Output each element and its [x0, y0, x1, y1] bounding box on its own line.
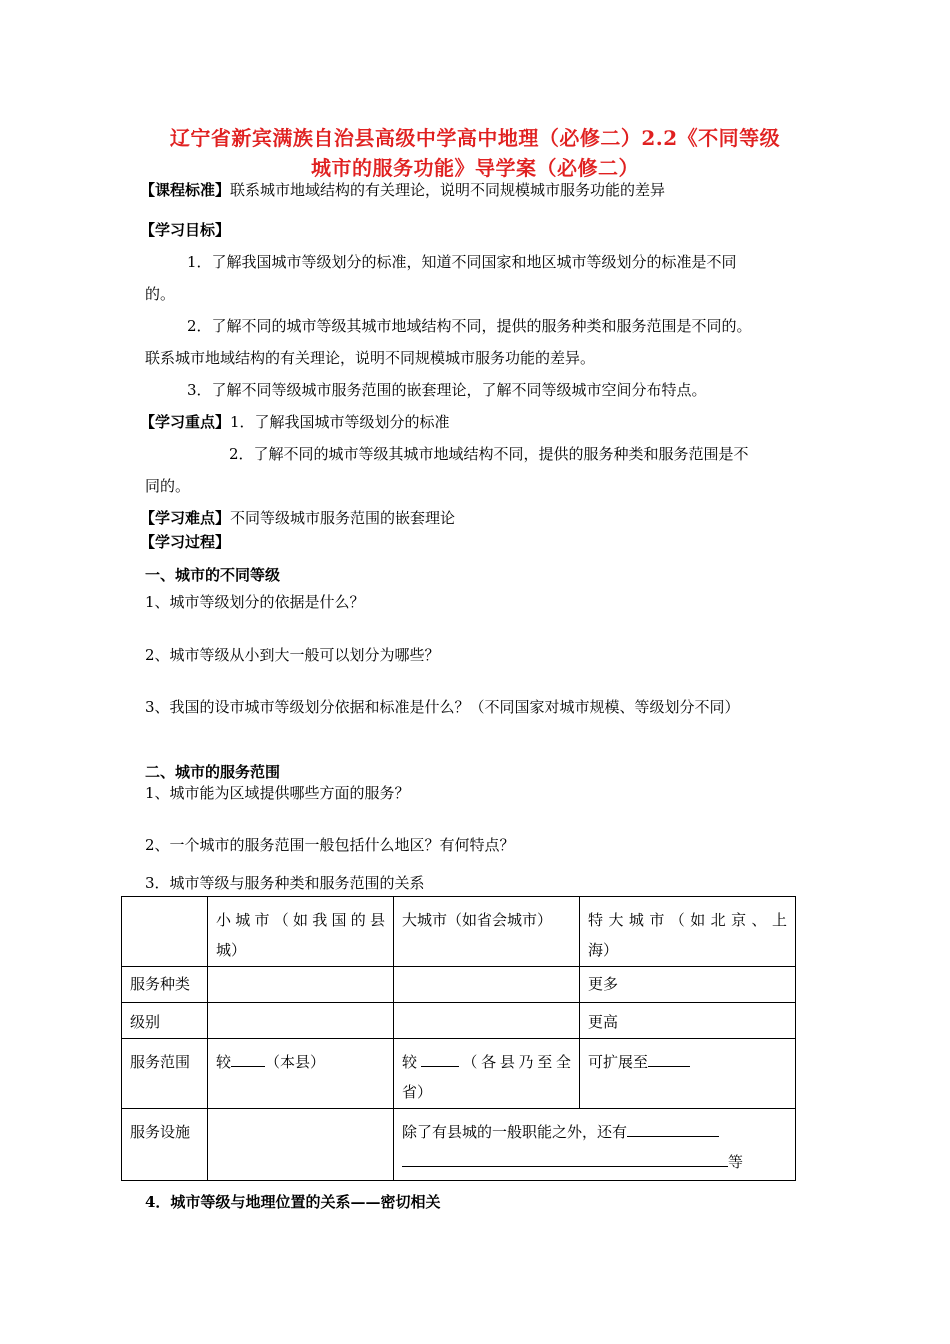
header-small-city: [208, 897, 394, 967]
table-header-row: [122, 897, 796, 967]
section-2-question-3: 3．城市等级与服务种类和服务范围的关系: [145, 874, 425, 892]
section-1-heading: 一、城市的不同等级: [145, 566, 281, 584]
fill-blank[interactable]: [421, 1051, 459, 1067]
range-big-suffix-2: 省）: [402, 1083, 433, 1101]
cell-facilities-small: [208, 1109, 394, 1181]
cell-service-type-big: [394, 967, 580, 1003]
fill-blank[interactable]: [231, 1051, 265, 1067]
cell-service-type-mega: 更多: [580, 967, 796, 1003]
table-row-facilities: [122, 1109, 796, 1181]
table-corner-cell: [122, 897, 208, 967]
course-standard: [140, 180, 665, 200]
cell-service-range-big: [394, 1039, 580, 1109]
objectives-label: 【学习目标】: [140, 221, 231, 239]
header-small-city-line-2: 城）: [216, 941, 247, 959]
range-mega-prefix: 可扩展至: [588, 1053, 649, 1071]
difficulty-text: 不同等级城市服务范围的嵌套理论: [230, 509, 456, 527]
objective-2-line-2: 联系城市地域结构的有关理论，说明不同规模城市服务功能的差异。: [145, 349, 596, 367]
cell-facilities-big-mega: [394, 1109, 796, 1181]
cell-level-small: [208, 1003, 394, 1039]
header-mega-city-line-2: 海）: [588, 941, 619, 959]
fill-blank[interactable]: [402, 1151, 728, 1167]
section-1-question-2: 2、城市等级从小到大一般可以划分为哪些？: [145, 646, 440, 664]
course-standard-label: 【课程标准】: [140, 181, 231, 199]
range-small-prefix: 较: [216, 1053, 232, 1071]
process-label: 【学习过程】: [140, 533, 231, 551]
document-title-line-2: 城市的服务功能》导学案（必修二）: [311, 156, 639, 180]
key-point-1: 1．了解我国城市等级划分的标准: [230, 413, 450, 431]
course-standard-text: 联系城市地域结构的有关理论，说明不同规模城市服务功能的差异: [230, 181, 666, 199]
cell-level-big: [394, 1003, 580, 1039]
objective-2-line-1: 2．了解不同的城市等级其城市地域结构不同，提供的服务种类和服务范围是不同的。: [187, 317, 752, 335]
header-mega-city-line-1: 特大城市（如北京、上: [588, 911, 787, 929]
fill-blank[interactable]: [648, 1051, 690, 1067]
cell-service-range-small: [208, 1039, 394, 1109]
section-2-question-1: 1、城市能为区域提供哪些方面的服务？: [145, 784, 410, 802]
key-point-2-line-1: 2．了解不同的城市等级其城市地域结构不同，提供的服务种类和服务范围是不: [229, 445, 749, 463]
facilities-text: 除了有县城的一般职能之外，还有: [402, 1123, 628, 1141]
range-big-prefix: 较: [402, 1053, 421, 1071]
facilities-line-1: [402, 1117, 787, 1147]
key-point-2-line-2: 同的。: [145, 477, 191, 495]
row-label-service-type: 服务种类: [122, 967, 208, 1003]
key-points-label: 【学习重点】: [140, 413, 231, 431]
row-label-level: 级别: [122, 1003, 208, 1039]
range-big-suffix-1: （各县乃至全: [458, 1053, 571, 1071]
range-big-line-1: [402, 1047, 571, 1077]
objective-1-line-1: 1．了解我国城市等级划分的标准，知道不同国家和地区城市等级划分的标准是不同: [187, 253, 737, 271]
section-3-heading: 4．城市等级与地理位置的关系——密切相关: [145, 1193, 441, 1211]
difficulty: [140, 508, 455, 528]
table-row-service-range: [122, 1039, 796, 1109]
section-1-question-1: 1、城市等级划分的依据是什么？: [145, 593, 365, 611]
cell-service-type-small: [208, 967, 394, 1003]
header-mega-city: [580, 897, 796, 967]
header-big-city: 大城市（如省会城市）: [394, 897, 580, 967]
section-2-heading: 二、城市的服务范围: [145, 763, 281, 781]
row-label-service-range: 服务范围: [122, 1039, 208, 1109]
table-row-level: [122, 1003, 796, 1039]
difficulty-label: 【学习难点】: [140, 509, 231, 527]
city-level-service-table: [121, 896, 796, 1181]
cell-level-mega: 更高: [580, 1003, 796, 1039]
header-small-city-line-1: 小城市（如我国的县: [216, 911, 385, 929]
objective-1-line-2: 的。: [145, 285, 176, 303]
cell-service-range-mega: [580, 1039, 796, 1109]
section-2-question-2: 2、一个城市的服务范围一般包括什么地区？有何特点？: [145, 836, 515, 854]
section-1-question-3: 3、我国的设市城市等级划分依据和标准是什么？（不同国家对城市规模、等级划分不同）: [145, 698, 740, 716]
facilities-line-2: [402, 1147, 787, 1177]
key-points: [140, 412, 450, 432]
fill-blank[interactable]: [627, 1121, 719, 1137]
table-row-service-type: [122, 967, 796, 1003]
document-title-line-1: 辽宁省新宾满族自治县高级中学高中地理（必修二）2.2《不同等级: [169, 126, 781, 150]
objective-3: 3．了解不同等级城市服务范围的嵌套理论，了解不同等级城市空间分布特点。: [187, 381, 707, 399]
facilities-suffix: 等: [728, 1153, 744, 1171]
range-small-suffix: （本县）: [265, 1053, 326, 1071]
row-label-facilities: 服务设施: [122, 1109, 208, 1181]
